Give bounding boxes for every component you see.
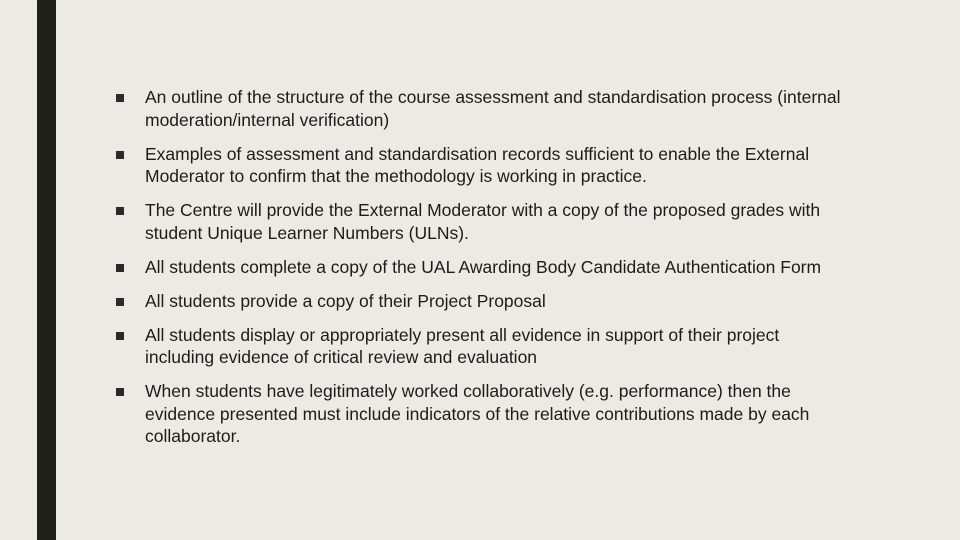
bullet-item (116, 143, 846, 188)
square-bullet-icon (116, 207, 124, 215)
bullet-text: All students provide a copy of their Project Proposal (145, 290, 546, 311)
left-accent-bar (37, 0, 56, 540)
bullet-item (116, 86, 846, 131)
bullet-item (116, 324, 846, 369)
bullet-list (116, 86, 846, 459)
square-bullet-icon (116, 151, 124, 159)
bullet-item (116, 290, 846, 313)
bullet-item (116, 380, 846, 448)
square-bullet-icon (116, 94, 124, 102)
square-bullet-icon (116, 388, 124, 396)
bullet-text: Examples of assessment and standardisation records sufficient to enable the External Moderator to confirm that the methodology is working in practice. (145, 143, 810, 186)
bullet-text: All students display or appropriately present all evidence in support of their project including evidence of critical review and evaluation (145, 324, 780, 367)
bullet-item (116, 199, 846, 244)
bullet-text: When students have legitimately worked collaboratively (e.g. performance) then the evidence presented must include indicators of the relative contributions made by each collaborator. (145, 381, 810, 446)
bullet-text: The Centre will provide the External Moderator with a copy of the proposed grades with student Unique Learner Numbers (ULNs). (145, 200, 821, 243)
square-bullet-icon (116, 264, 124, 272)
bullet-text: An outline of the structure of the course assessment and standardisation process (internal moderation/internal verification) (145, 87, 841, 130)
bullet-text: All students complete a copy of the UAL Awarding Body Candidate Authentication Form (145, 256, 822, 277)
square-bullet-icon (116, 332, 124, 340)
bullet-item (116, 256, 846, 279)
square-bullet-icon (116, 298, 124, 306)
